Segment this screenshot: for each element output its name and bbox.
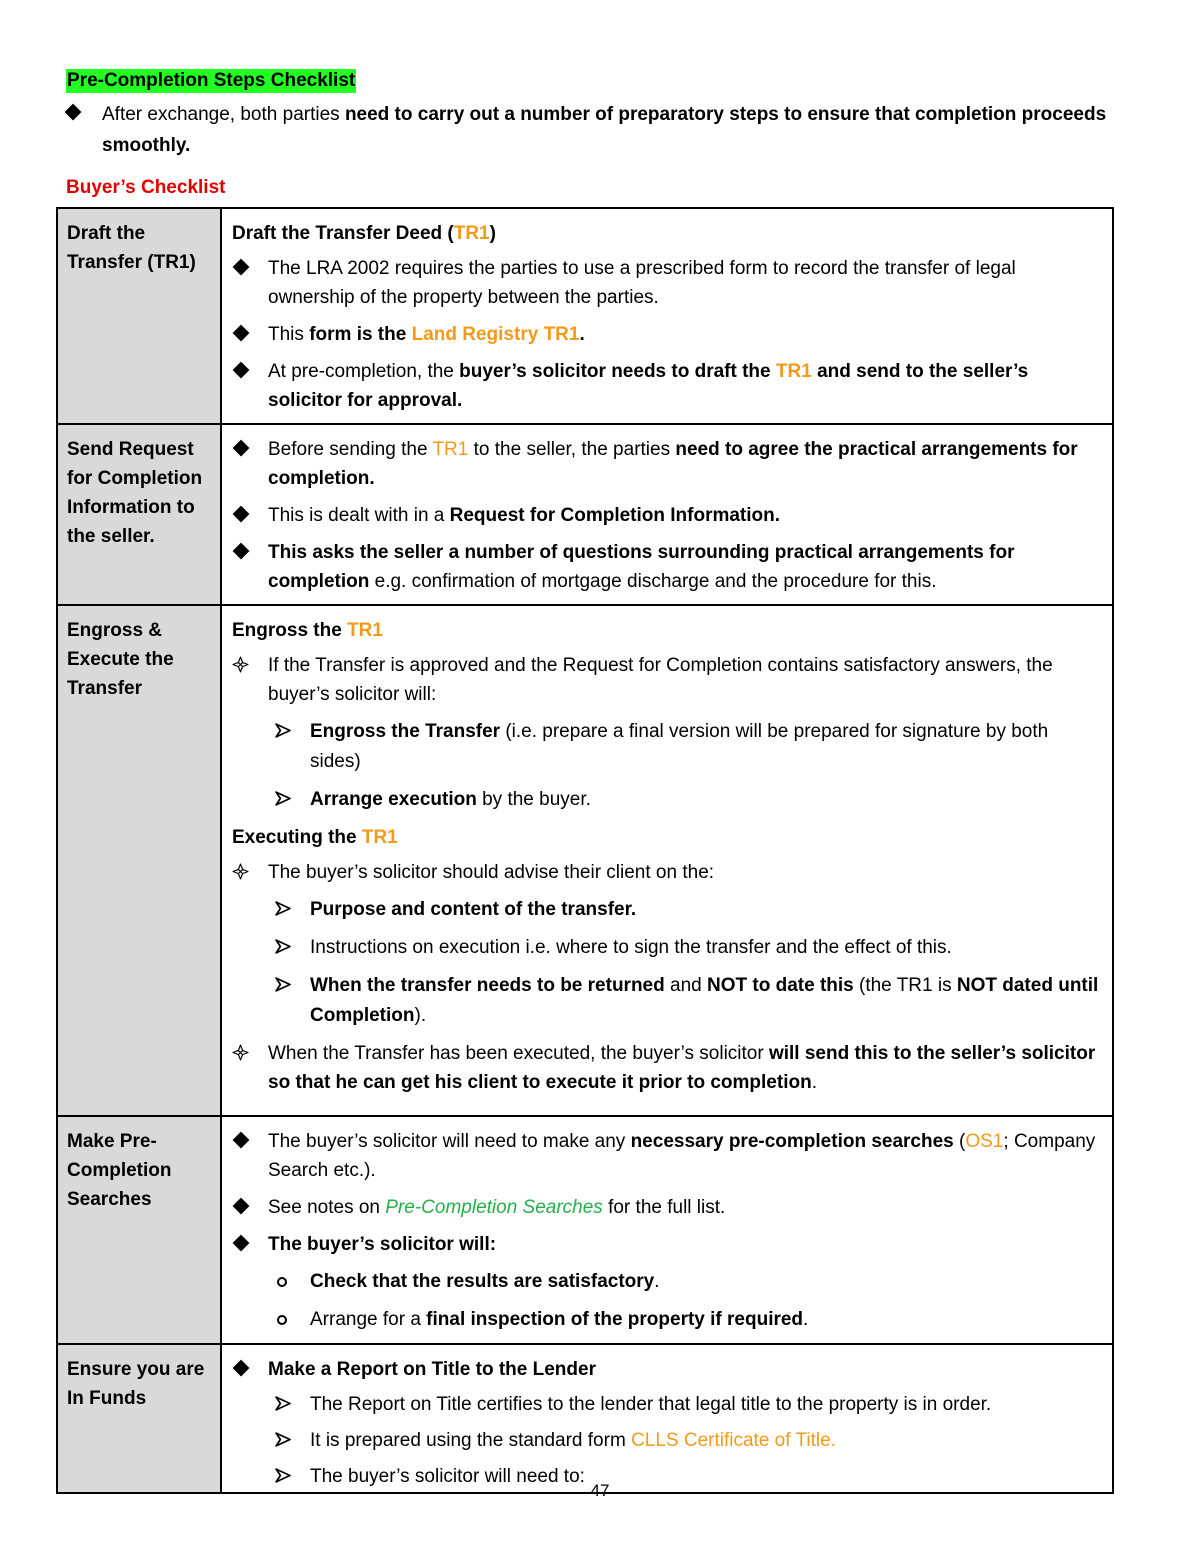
buyers-checklist-title: Buyer’s Checklist xyxy=(66,177,226,198)
row-content xyxy=(221,605,1113,1116)
bullet-item: Make a Report on Title to the Lender xyxy=(232,1355,1104,1384)
bullet-item: The buyer’s solicitor will need to make any necessary pre-completion searches (OS1; Company Search etc.). xyxy=(232,1127,1104,1185)
page-number: 47 xyxy=(590,1481,610,1500)
bullet-item: This form is the Land Registry TR1. xyxy=(232,320,1104,349)
checklist-row-pre-completion-searches xyxy=(57,1116,1113,1344)
bullet-item: If the Transfer is approved and the Request for Completion contains satisfactory answers, the buyer’s solicitor will: xyxy=(232,651,1104,709)
star-bullet-icon xyxy=(232,1039,262,1070)
section-heading: Engross the TR1 xyxy=(232,620,383,641)
bullet-item: This asks the seller a number of questions surrounding practical arrangements for completion e.g. confirmation of mortgage discharge and the procedure for this. xyxy=(232,538,1104,596)
sub-bullet-item: Purpose and content of the transfer. xyxy=(232,895,1104,925)
section-heading: Executing the TR1 xyxy=(232,827,398,848)
diamond-bullet-icon xyxy=(232,1355,262,1386)
section-heading: Draft the Transfer Deed (TR1) xyxy=(232,223,496,244)
diamond-bullet-icon xyxy=(232,1127,262,1158)
arrow-bullet-icon xyxy=(274,1390,304,1422)
row-label: Send Request for Completion Information to the seller. xyxy=(57,424,221,605)
sub-bullet-item: Engross the Transfer (i.e. prepare a final version will be prepared for signature by both sides) xyxy=(232,717,1104,777)
row-label: Draft the Transfer (TR1) xyxy=(57,208,221,424)
page-title: Pre-Completion Steps Checklist xyxy=(67,70,356,91)
sub-bullet-item: Instructions on execution i.e. where to sign the transfer and the effect of this. xyxy=(232,933,1104,963)
buyers-checklist-table xyxy=(56,207,1114,1494)
diamond-bullet-icon xyxy=(232,357,262,388)
row-content xyxy=(221,1116,1113,1344)
row-label: Make Pre-Completion Searches xyxy=(57,1116,221,1344)
checklist-row-in-funds xyxy=(57,1344,1113,1493)
sub-bullet-item: When the transfer needs to be returned and NOT to date this (the TR1 is NOT dated until Completion). xyxy=(232,971,1104,1031)
sub-bullet-item: It is prepared using the standard form CLLS Certificate of Title. xyxy=(232,1426,1104,1456)
sub-bullet-item: Check that the results are satisfactory. xyxy=(232,1267,1104,1297)
diamond-bullet-icon xyxy=(232,1230,262,1261)
diamond-bullet-icon xyxy=(232,538,262,569)
diamond-bullet-icon xyxy=(232,501,262,532)
bullet-item: See notes on Pre-Completion Searches for the full list. xyxy=(232,1193,1104,1222)
arrow-bullet-icon xyxy=(274,895,304,927)
bullet-item: This is dealt with in a Request for Completion Information. xyxy=(232,501,1104,530)
circle-bullet-icon xyxy=(274,1267,304,1299)
checklist-row-engross-execute xyxy=(57,605,1113,1116)
arrow-bullet-icon xyxy=(274,717,304,749)
sub-bullet-item: The buyer’s solicitor will need to: xyxy=(232,1462,1104,1492)
diamond-bullet-icon xyxy=(232,1193,262,1224)
arrow-bullet-icon xyxy=(274,933,304,965)
bullet-item: At pre-completion, the buyer’s solicitor needs to draft the TR1 and send to the seller’s solicitor for approval. xyxy=(232,357,1104,415)
bullet-item: The buyer’s solicitor should advise their client on the: xyxy=(232,858,1104,887)
sub-bullet-item: Arrange execution by the buyer. xyxy=(232,785,1104,815)
arrow-bullet-icon xyxy=(274,971,304,1003)
arrow-bullet-icon xyxy=(274,785,304,817)
diamond-bullet-icon xyxy=(232,435,262,466)
row-label: Ensure you are In Funds xyxy=(57,1344,221,1493)
arrow-bullet-icon xyxy=(274,1426,304,1458)
bullet-item: When the Transfer has been executed, the buyer’s solicitor will send this to the seller’s solicitor so that he can get his client to execute it prior to completion. xyxy=(232,1039,1104,1097)
diamond-bullet-icon xyxy=(64,99,94,131)
diamond-bullet-icon xyxy=(232,320,262,351)
row-content xyxy=(221,424,1113,605)
bullet-item: The buyer’s solicitor will: xyxy=(232,1230,1104,1259)
sub-bullet-item: Arrange for a final inspection of the property if required. xyxy=(232,1305,1104,1335)
diamond-bullet-icon xyxy=(232,254,262,285)
cross-reference-link[interactable]: Pre-Completion Searches xyxy=(385,1197,603,1218)
star-bullet-icon xyxy=(232,858,262,889)
sub-bullet-item: The Report on Title certifies to the lender that legal title to the property is in order. xyxy=(232,1390,1104,1420)
row-label: Engross & Execute the Transfer xyxy=(57,605,221,1116)
checklist-row-request-completion-info xyxy=(57,424,1113,605)
checklist-row-draft-transfer xyxy=(57,208,1113,424)
row-content xyxy=(221,1344,1113,1493)
intro-paragraph: After exchange, both parties need to carry out a number of preparatory steps to ensure that completion proceeds smoothly. xyxy=(66,99,1116,161)
row-content xyxy=(221,208,1113,424)
bullet-item: The LRA 2002 requires the parties to use a prescribed form to record the transfer of legal ownership of the property between the parties. xyxy=(232,254,1104,312)
bullet-item: Before sending the TR1 to the seller, the parties need to agree the practical arrangements for completion. xyxy=(232,435,1104,493)
circle-bullet-icon xyxy=(274,1305,304,1337)
star-bullet-icon xyxy=(232,651,262,682)
